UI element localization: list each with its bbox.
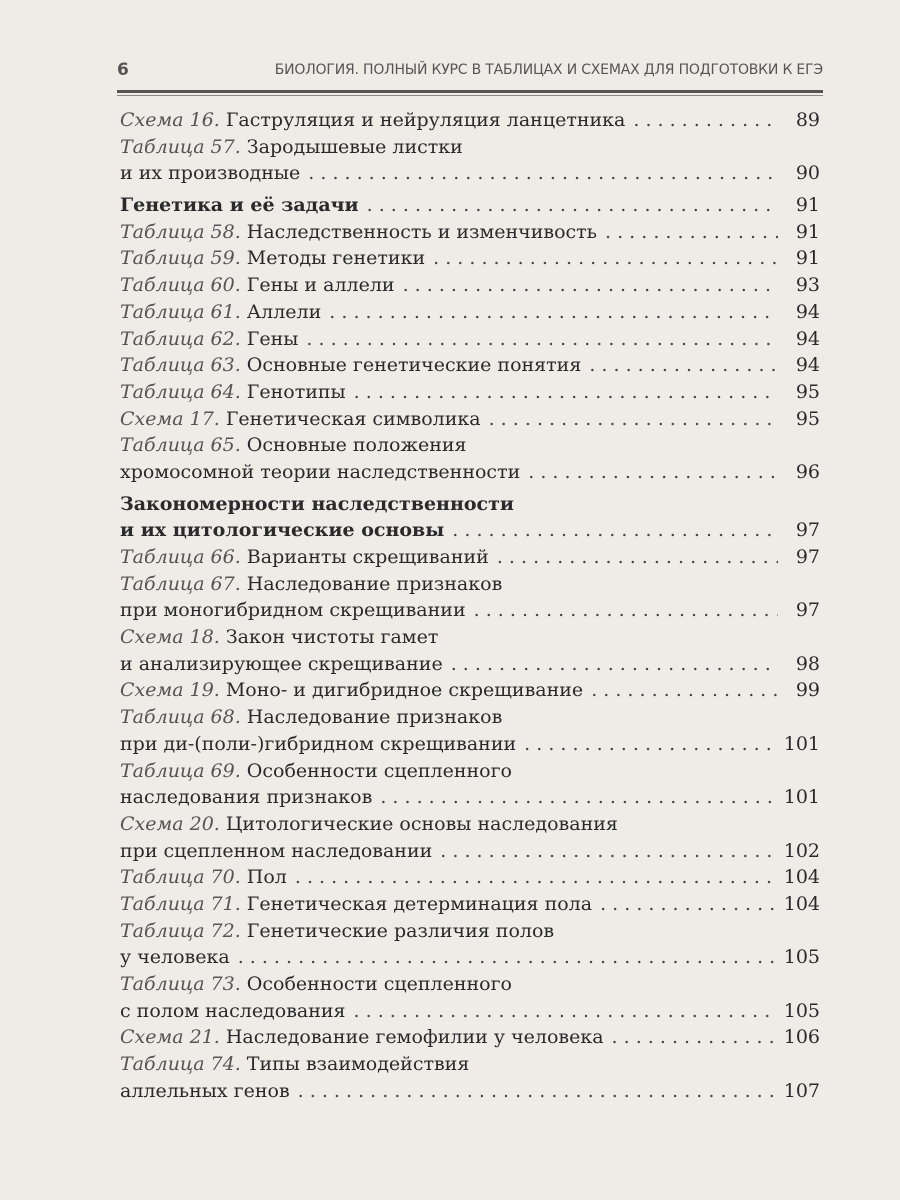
page-ref: 96 — [795, 460, 820, 483]
entry-label: Таблица 71. — [120, 892, 241, 915]
page-ref: 105 — [783, 999, 820, 1022]
page-ref: 105 — [783, 946, 820, 969]
entry-label: Таблица 65. — [120, 434, 241, 457]
page-ref: 101 — [783, 786, 820, 809]
entry-title: Генетические различия полов — [246, 919, 555, 942]
page-ref: 94 — [795, 354, 820, 377]
page-ref: 97 — [795, 519, 820, 542]
page-ref: 94 — [795, 300, 820, 323]
page-ref: 90 — [795, 162, 820, 185]
leader-dots — [238, 944, 776, 971]
page-ref: 106 — [783, 1026, 820, 1049]
entry-title: Генетическая детерминация пола — [246, 892, 593, 915]
entry-title: при моногибридном скрещивании — [120, 599, 466, 622]
entry-label: Схема 21. — [120, 1026, 220, 1049]
toc-entry-line — [120, 864, 820, 891]
entry-label: Таблица 60. — [120, 274, 241, 297]
leader-dots — [306, 326, 778, 353]
entry-label: Таблица 74. — [120, 1053, 241, 1076]
entry-title: при сцепленном наследовании — [120, 839, 433, 862]
entry-label: Таблица 67. — [120, 572, 241, 595]
entry-label: Схема 20. — [120, 812, 220, 835]
toc-entry-line — [120, 379, 820, 406]
entry-title: Методы генетики — [246, 247, 426, 270]
toc-section-line — [120, 192, 820, 219]
entry-title: Генотипы — [246, 380, 346, 403]
entry-title: при ди-(поли-)гибридном скрещивании — [120, 732, 517, 755]
page-ref: 95 — [795, 380, 820, 403]
page-ref: 102 — [783, 839, 820, 862]
section-title: Генетика и её задачи — [120, 194, 359, 217]
entry-title: Типы взаимодействия — [246, 1053, 470, 1076]
toc-entry-line — [120, 134, 820, 161]
toc-entry-line — [120, 544, 820, 571]
toc-entry-line — [120, 1051, 820, 1078]
toc-entry-line — [120, 651, 820, 678]
entry-title: Наследование признаков — [246, 572, 503, 595]
entry-label: Таблица 66. — [120, 546, 241, 568]
entry-label: Таблица 59. — [120, 247, 241, 270]
leader-dots — [329, 299, 778, 326]
toc-entry-line — [120, 432, 820, 459]
page-ref: 97 — [795, 546, 820, 568]
toc-entry-line — [120, 245, 820, 272]
toc-entry-line — [120, 160, 820, 187]
leader-dots — [600, 891, 776, 918]
toc-entry-line — [120, 731, 820, 758]
leader-dots — [612, 1024, 776, 1051]
entry-title: Особенности сцепленного — [246, 759, 512, 782]
leader-dots — [354, 379, 778, 406]
entry-title: Моно- и дигибридное скрещивание — [225, 679, 584, 702]
page-ref: 104 — [783, 892, 820, 915]
toc-entry-line — [120, 998, 820, 1025]
toc-entry-line — [120, 326, 820, 353]
leader-dots — [295, 864, 776, 891]
leader-dots — [633, 107, 778, 134]
toc-entry-line — [120, 811, 820, 838]
entry-label: Схема 16. — [120, 109, 220, 131]
toc-entry-line — [120, 971, 820, 998]
leader-dots — [308, 160, 778, 187]
toc-entry-line — [120, 704, 820, 731]
leader-dots — [298, 1078, 776, 1105]
toc-section-line — [120, 517, 820, 544]
leader-dots — [354, 998, 776, 1025]
entry-title: у человека — [120, 946, 230, 969]
entry-title: Закон чистоты гамет — [225, 626, 439, 649]
entry-title: Наследственность и изменчивость — [246, 220, 598, 243]
running-header — [117, 60, 823, 86]
entry-title: Основные положения — [246, 434, 467, 457]
entry-title: с полом наследования — [120, 999, 346, 1022]
page-number: 6 — [117, 60, 129, 80]
page-ref: 93 — [795, 274, 820, 297]
toc-entry-line — [120, 1078, 820, 1105]
entry-title: Зародышевые листки — [246, 135, 463, 158]
leader-dots — [474, 597, 778, 624]
page-ref: 99 — [795, 679, 820, 702]
header-rule — [117, 90, 823, 93]
toc-entry-line — [120, 459, 820, 486]
entry-title: и анализирующее скрещивание — [120, 652, 443, 675]
header-rule-thin — [117, 95, 823, 96]
toc-entry-line — [120, 107, 820, 134]
entry-title: и их производные — [120, 162, 301, 185]
toc-entry-line — [120, 272, 820, 299]
toc-entry-line — [120, 918, 820, 945]
toc-entry-line — [120, 571, 820, 598]
page-ref: 91 — [795, 194, 820, 217]
toc-entry-line — [120, 838, 820, 865]
entry-title: Пол — [246, 866, 287, 889]
book-title: БИОЛОГИЯ. ПОЛНЫЙ КУРС В ТАБЛИЦАХ И СХЕМАХ ДЛЯ ПОДГОТОВКИ К ЕГЭ — [274, 62, 823, 78]
entry-label: Таблица 63. — [120, 354, 241, 377]
leader-dots — [591, 677, 778, 704]
toc-entry-line — [120, 944, 820, 971]
leader-dots — [452, 517, 778, 544]
leader-dots — [528, 459, 778, 486]
toc-entry-line — [120, 624, 820, 651]
table-of-contents — [120, 107, 820, 1104]
toc-entry-line — [120, 677, 820, 704]
entry-label: Таблица 68. — [120, 706, 241, 729]
entry-label: Таблица 64. — [120, 380, 241, 403]
entry-label: Таблица 73. — [120, 973, 241, 995]
leader-dots — [380, 784, 775, 811]
page-ref: 94 — [795, 327, 820, 350]
section-title: и их цитологические основы — [120, 519, 445, 542]
entry-title: Цитологические основы наследования — [225, 812, 618, 835]
entry-label: Таблица 69. — [120, 759, 241, 782]
entry-title: Аллели — [246, 300, 322, 323]
entry-title: Гаструляция и нейруляция ланцетника — [225, 109, 626, 131]
leader-dots — [589, 352, 778, 379]
leader-dots — [367, 192, 778, 219]
page-ref: 104 — [783, 866, 820, 889]
toc-entry-line — [120, 299, 820, 326]
leader-dots — [524, 731, 776, 758]
toc-section-line — [120, 491, 820, 518]
leader-dots — [440, 838, 775, 865]
toc-entry-line — [120, 352, 820, 379]
leader-dots — [403, 272, 778, 299]
leader-dots — [433, 245, 778, 272]
entry-label: Схема 19. — [120, 679, 220, 702]
entry-label: Схема 17. — [120, 407, 220, 430]
toc-entry-line — [120, 891, 820, 918]
entry-label: Таблица 61. — [120, 300, 241, 323]
leader-dots — [497, 544, 778, 571]
entry-title: Варианты скрещиваний — [246, 546, 489, 568]
leader-dots — [451, 651, 778, 678]
entry-label: Таблица 70. — [120, 866, 241, 889]
entry-label: Схема 18. — [120, 626, 220, 649]
entry-title: наследования признаков — [120, 786, 373, 809]
toc-entry-line — [120, 1024, 820, 1051]
toc-entry-line — [120, 597, 820, 624]
entry-label: Таблица 58. — [120, 220, 241, 243]
leader-dots — [605, 219, 778, 246]
toc-entry-line — [120, 406, 820, 433]
entry-title: Наследование гемофилии у человека — [225, 1026, 604, 1049]
entry-title: хромосомной теории наследственности — [120, 460, 521, 483]
page-ref: 97 — [795, 599, 820, 622]
page-ref: 91 — [795, 220, 820, 243]
entry-title: аллельных генов — [120, 1079, 290, 1102]
entry-title: Особенности сцепленного — [246, 973, 512, 995]
entry-label: Таблица 57. — [120, 135, 241, 158]
page-ref: 107 — [783, 1079, 820, 1102]
page-ref: 98 — [795, 652, 820, 675]
leader-dots — [489, 406, 778, 433]
page-ref: 101 — [783, 732, 820, 755]
entry-title: Гены и аллели — [246, 274, 395, 297]
entry-title: Основные генетические понятия — [246, 354, 582, 377]
toc-entry-line — [120, 784, 820, 811]
entry-title: Наследование признаков — [246, 706, 503, 729]
section-title: Закономерности наследственности — [120, 492, 514, 515]
toc-entry-line — [120, 758, 820, 785]
page-ref: 91 — [795, 247, 820, 270]
entry-label: Таблица 62. — [120, 327, 241, 350]
entry-title: Гены — [246, 327, 299, 350]
page-ref: 95 — [795, 407, 820, 430]
entry-title: Генетическая символика — [225, 407, 481, 430]
entry-label: Таблица 72. — [120, 919, 241, 942]
page-ref: 89 — [795, 109, 820, 131]
toc-entry-line — [120, 219, 820, 246]
